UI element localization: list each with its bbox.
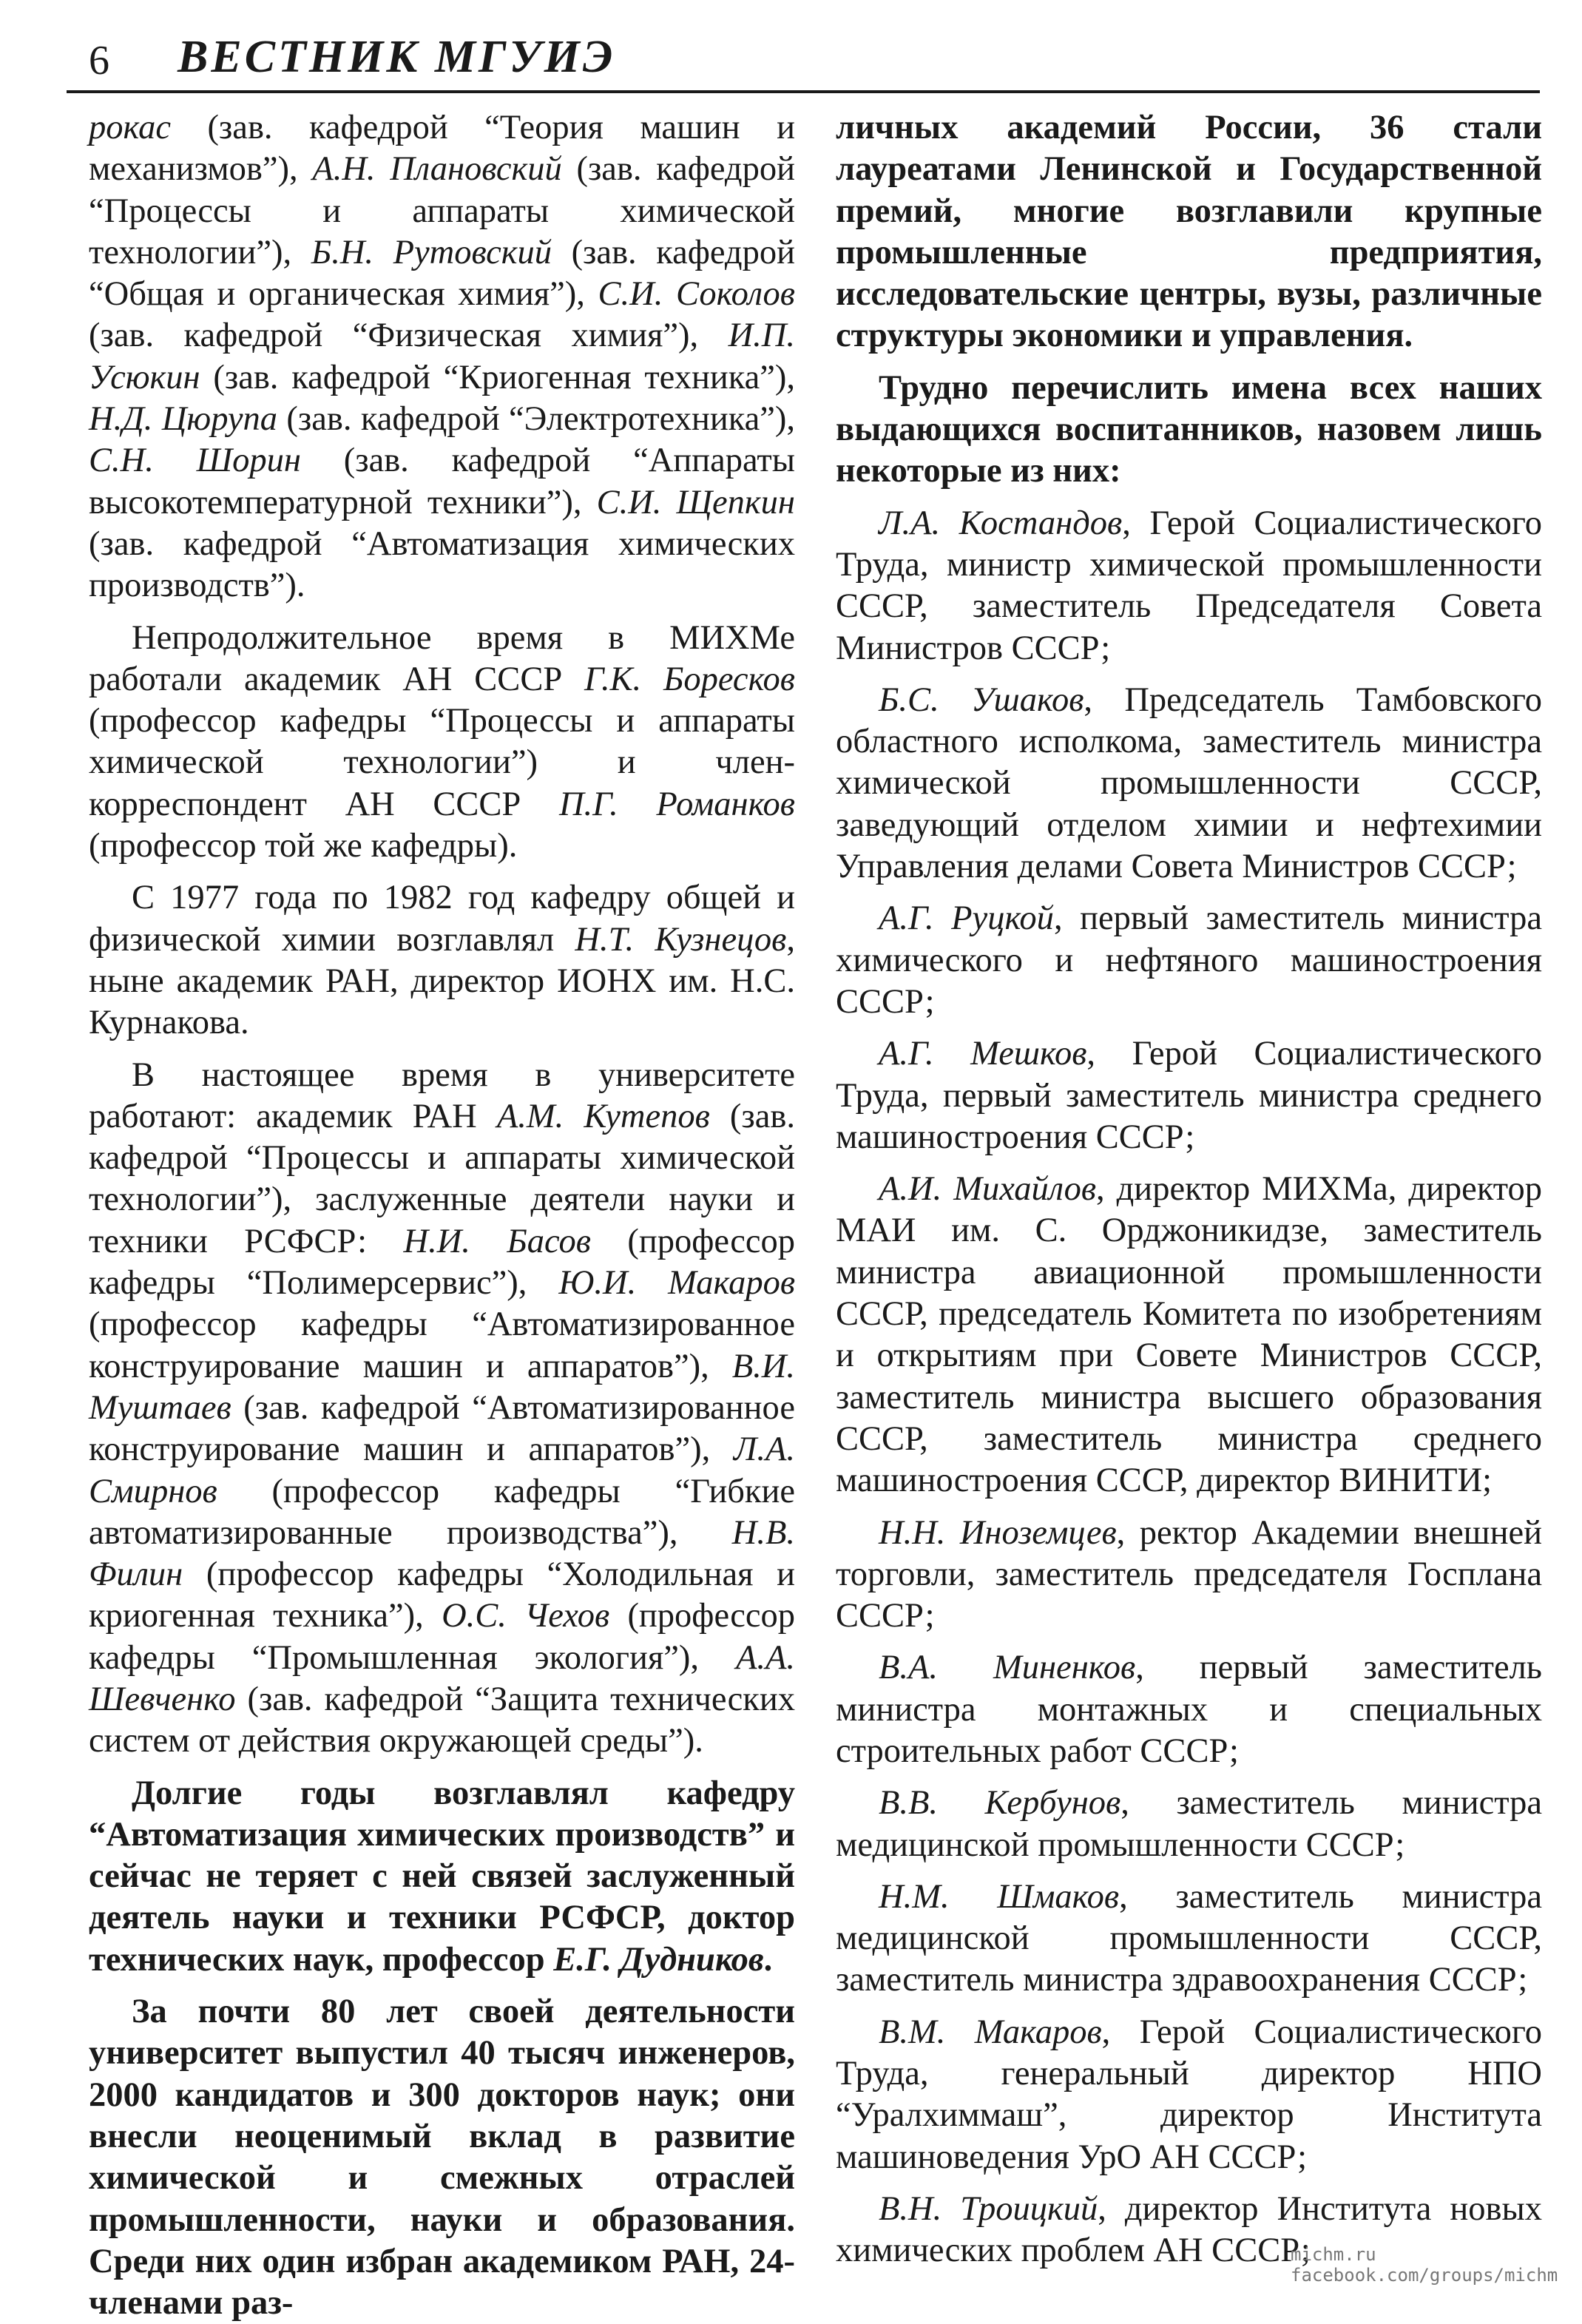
text-run: Долгие годы возглавлял кафедру “Автоматизация химических производств” и сейчас не теряет с ней связей заслуженный деятель науки и техники РСФСР, доктор технических наук, профессор <box>89 1774 795 1979</box>
paragraph <box>836 1877 1542 2002</box>
person-name: А.Н. Плановский <box>312 150 562 189</box>
text-run: , Герой Социалистического Труда, генеральный директор НПО “Уралхиммаш”, директор Института машиноведения УрО АН СССР; <box>836 2013 1542 2176</box>
paragraph <box>89 1773 795 1981</box>
person-name: Н.Н. Иноземцев <box>879 1513 1117 1552</box>
text-run: (профессор той же кафедры). <box>89 827 518 865</box>
text-run: (зав. кафедрой “Электротехника”), <box>277 400 795 439</box>
person-name: Н.М. Шмаков <box>879 1877 1120 1916</box>
paragraph <box>836 1169 1542 1502</box>
right-column <box>836 107 1542 2272</box>
person-name: В.М. Макаров <box>879 2013 1102 2051</box>
paragraph <box>836 107 1542 357</box>
paragraph <box>836 503 1542 669</box>
watermark-group: facebook.com/groups/michm <box>1291 2265 1558 2286</box>
text-run: (зав. кафедрой “Процессы и аппараты химической технологии”), <box>89 150 795 271</box>
person-name: Б.С. Ушаков <box>879 680 1084 719</box>
person-name: С.И. Щепкин <box>596 483 795 521</box>
person-name: В.И. Муштаев <box>89 1347 795 1427</box>
text-run: Непродолжительное время в МИХМе работали академик АН СССР <box>89 618 795 698</box>
text-run: , заместитель министра медицинской промышленности СССР; <box>836 1784 1542 1864</box>
page-number: 6 <box>89 38 109 84</box>
person-name: А.А. Шевченко <box>89 1638 795 1718</box>
text-run: , заместитель министра медицинской промышленности СССР, заместитель министра здравоохранения СССР; <box>836 1877 1542 1999</box>
paragraph <box>89 877 795 1044</box>
person-name: В.А. Миненков <box>879 1649 1136 1687</box>
text-run: , ректор Академии внешней торговли, заместитель председателя Госплана СССР; <box>836 1513 1542 1635</box>
journal-title: ВЕСТНИК МГУИЭ <box>178 32 616 82</box>
paragraph <box>836 2012 1542 2178</box>
person-name: И.П. Усюкин <box>89 317 795 396</box>
person-name: Л.А. Костандов <box>879 504 1123 542</box>
person-name: П.Г. Романков <box>558 785 795 823</box>
person-name: рокас <box>89 109 171 146</box>
text-run: , Герой Социалистического Труда, министр химической промышленности СССР, заместитель Председателя Совета Министров СССР; <box>836 504 1542 667</box>
header-divider <box>67 90 1540 93</box>
text-run: (профессор кафедры “Полимерсервис”), <box>89 1222 796 1303</box>
watermark-site: michm.ru <box>1291 2244 1376 2265</box>
text-run: В настоящее время в университете работают: академик РАН <box>89 1055 795 1135</box>
person-name: О.С. Чехов <box>442 1597 610 1635</box>
text-run: (зав. кафедрой “Теория машин и механизмов”), <box>89 109 795 189</box>
person-name: С.И. Соколов <box>598 275 795 314</box>
paragraph <box>89 618 795 868</box>
text-run: (зав. кафедрой “Защита технических систем от действия окружающей среды”). <box>89 1680 795 1760</box>
person-name: Ю.И. Макаров <box>558 1264 796 1303</box>
person-name: А.Г. Мешков <box>879 1035 1087 1073</box>
text-run: , Герой Социалистического Труда, первый заместитель министра среднего машиностроения СССР; <box>836 1035 1542 1156</box>
person-name: Е.Г. Дудников <box>553 1940 764 1979</box>
person-name: Н.Т. Кузнецов <box>575 920 787 959</box>
text-run: (профессор кафедры “Холодильная и криогенная техника”), <box>89 1555 795 1635</box>
text-run: (профессор кафедры “Промышленная экология”), <box>89 1597 796 1677</box>
paragraph <box>836 898 1542 1023</box>
text-run: (зав. кафедрой “Автоматизация химических производств”). <box>89 524 795 605</box>
paragraph <box>836 1033 1542 1158</box>
text-run: (зав. кафедрой “Аппараты высокотемпературной техники”), <box>89 442 795 521</box>
text-run: За почти 80 лет своей деятельности университет выпустил 40 тысяч инженеров, 2000 кандидатов и 300 докторов наук; они внесли неоценимый вклад в развитие химической и смежных отраслей промышленности, науки и образования. Среди них один избран академиком РАН, 24- членами раз- <box>89 1993 795 2323</box>
left-column <box>89 107 795 2324</box>
paragraph <box>836 1513 1542 1638</box>
person-name: А.И. Михайлов <box>879 1170 1097 1209</box>
text-run: (зав. кафедрой “Общая и органическая химия”), <box>89 233 795 314</box>
person-name: В.Н. Троицкий <box>879 2189 1098 2228</box>
page-header <box>67 30 1538 96</box>
person-name: Л.А. Смирнов <box>89 1430 795 1510</box>
paragraph <box>89 1991 795 2324</box>
text-run: (профессор кафедры “Гибкие автоматизированные производства”), <box>89 1472 795 1552</box>
watermark <box>1291 2244 1558 2286</box>
text-run: , первый заместитель министра химического и нефтяного машиностроения СССР; <box>836 899 1542 1021</box>
text-run: , директор Института новых химических проблем АН СССР; <box>836 2189 1542 2270</box>
text-run: (профессор кафедры “Автоматизированное конструирование машин и аппаратов”), <box>89 1305 795 1385</box>
text-run: (зав. кафедрой “Автоматизированное конструирование машин и аппаратов”), <box>89 1388 795 1469</box>
person-name: С.Н. Шорин <box>89 442 301 480</box>
text-run: , первый заместитель министра монтажных и специальных строительных работ СССР; <box>836 1649 1543 1770</box>
text-run: . <box>763 1940 773 1979</box>
paragraph <box>89 1055 795 1763</box>
paragraph <box>836 1783 1542 1866</box>
text-run: , ныне академик РАН, директор ИОНХ им. Н.С. Курнакова. <box>89 920 795 1042</box>
person-name: Н.Д. Цюрупа <box>89 400 277 439</box>
text-run: личных академий России, 36 стали лауреатами Ленинской и Государственной премий, многие возглавили крупные промышленные предприятия, исследовательские центры, вузы, различные структуры экономики и управления. <box>836 109 1542 355</box>
text-run: , Председатель Тамбовского областного исполкома, заместитель министра химической промышленности СССР, заведующий отделом химии и нефтехимии Управления делами Совета Министров СССР; <box>836 680 1542 886</box>
text-run: (зав. кафедрой “Криогенная техника”), <box>200 358 795 396</box>
text-run: (зав. кафедрой “Физическая химия”), <box>89 317 729 355</box>
person-name: Г.К. Боресков <box>584 660 795 698</box>
person-name: Н.И. Басов <box>403 1222 591 1260</box>
person-name: В.В. Кербунов <box>879 1784 1121 1823</box>
person-name: Н.В. Филин <box>89 1513 795 1594</box>
person-name: А.М. Кутепов <box>496 1097 710 1135</box>
text-run: , директор МИХМа, директор МАИ им. С. Орджоникидзе, заместитель министра авиационной промышленности СССР, председатель Комитета по изобретениям и открытиям при Совете Министров СССР, заместитель министра высшего образования СССР, заместитель министра среднего машиностроения СССР, директор ВИНИТИ; <box>836 1170 1542 1500</box>
paragraph <box>836 680 1542 888</box>
person-name: А.Г. Руцкой <box>879 899 1054 938</box>
text-run: Трудно перечислить имена всех наших выдающихся воспитанников, назовем лишь некоторые из них: <box>836 368 1542 490</box>
text-run: (профессор кафедры “Процессы и аппараты химической технологии”) и член-корреспондент АН СССР <box>89 702 795 823</box>
paragraph <box>89 107 795 607</box>
person-name: Б.Н. Рутовский <box>311 233 552 271</box>
text-run: С 1977 года по 1982 год кафедру общей и физической химии возглавлял <box>89 879 795 959</box>
paragraph <box>836 1647 1542 1772</box>
text-run: (зав. кафедрой “Процессы и аппараты химической технологии”), заслуженные деятели науки и техники РСФСР: <box>89 1097 795 1260</box>
paragraph <box>836 368 1542 493</box>
